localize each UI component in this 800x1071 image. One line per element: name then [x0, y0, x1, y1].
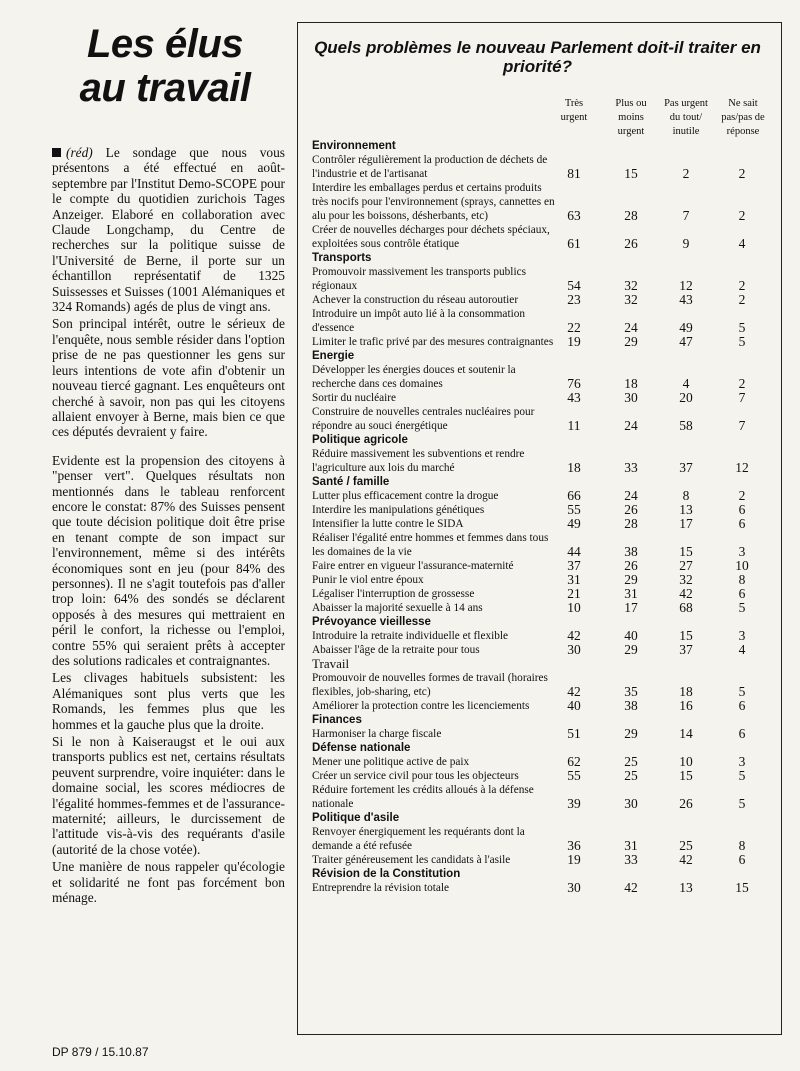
table-row: [312, 629, 772, 643]
row-value: 58: [679, 418, 693, 433]
row-value: 5: [738, 334, 746, 349]
row-value: 2: [682, 166, 690, 181]
row-value: 61: [567, 236, 581, 251]
table-row: [312, 153, 772, 181]
row-value: 29: [624, 642, 638, 657]
row-value: 42: [567, 628, 581, 643]
row-value: 4: [682, 376, 690, 391]
row-value: 19: [567, 334, 581, 349]
row-value: 2: [738, 208, 746, 223]
row-label: Créer un service civil pour tous les objecteurs: [312, 770, 519, 782]
row-value: 37: [567, 558, 581, 573]
row-value: 24: [624, 488, 638, 503]
row-value: 42: [679, 586, 693, 601]
table-row: [312, 335, 772, 349]
table-row: [312, 755, 772, 769]
row-label: Améliorer la protection contre les licenciements: [312, 700, 530, 712]
row-value: 9: [682, 236, 690, 251]
column-header-tres-urgent: Très urgent: [560, 98, 588, 123]
table-section-heading: Transports: [312, 252, 372, 264]
row-label: Harmoniser la charge fiscale: [312, 728, 442, 740]
row-label: Punir le viol entre époux: [312, 574, 424, 586]
row-value: 10: [735, 558, 749, 573]
table-section-heading: Défense nationale: [312, 742, 411, 754]
table-row: [312, 489, 772, 503]
row-value: 4: [738, 236, 746, 251]
headline-line-2: au travail: [79, 66, 251, 110]
row-value: 25: [624, 768, 638, 783]
row-value: 13: [679, 502, 693, 517]
table-section-heading: Santé / famille: [312, 476, 390, 488]
row-value: 32: [624, 292, 638, 307]
issue-footer: DP 879 / 15.10.87: [52, 1045, 149, 1059]
table-row: [312, 293, 772, 307]
row-value: 2: [738, 166, 746, 181]
column-header-pas-urgent: Pas urgent du tout/ inutile: [664, 98, 708, 137]
table-row: [312, 447, 772, 475]
survey-table-rows: [312, 139, 772, 895]
row-value: 25: [624, 754, 638, 769]
row-value: 16: [679, 698, 693, 713]
row-value: 17: [679, 516, 693, 531]
row-value: 17: [624, 600, 638, 615]
row-value: 7: [738, 418, 746, 433]
table-section-heading: Travail: [312, 656, 350, 671]
table-row: [312, 391, 772, 405]
row-label: Abaisser l'âge de la retraite pour tous: [312, 644, 480, 656]
row-value: 54: [567, 278, 581, 293]
row-value: 32: [679, 572, 693, 587]
row-value: 38: [624, 544, 638, 559]
row-value: 31: [624, 586, 638, 601]
row-value: 4: [738, 642, 746, 657]
row-value: 47: [679, 334, 693, 349]
row-value: 5: [738, 684, 746, 699]
table-row: [312, 559, 772, 573]
article-paragraph-1-text: Le sondage que nous vous présentons a été effectué en août-septembre par l'Institut Demo-SCOPE pour le compte du quotidien zurichois Tages Anzeiger. Elaboré en collaboration avec Claude Longchamp, du Centre de recherches sur la politique suisse de l'Université de Berne, il porte sur un échantillon représentatif de 1325 Suissesses et Suisses (1001 Alémaniques et 324 Romands) agés de plus de vingt ans.: [52, 145, 285, 315]
row-value: 3: [738, 628, 746, 643]
row-value: 51: [567, 726, 581, 741]
row-value: 43: [679, 292, 693, 307]
row-value: 63: [567, 208, 581, 223]
article-paragraph-4: Les clivages habituels subsistent: les Alémaniques sont plus verts que les Romands, les femmes plus que les hommes et la gauche plus que la droite.: [52, 670, 285, 732]
headline-line-1: Les élus: [86, 22, 244, 66]
article-paragraph-2: Son principal intérêt, outre le sérieux de l'enquête, nous semble résider dans l'option prise de ne pas questionner les gens sur leurs intentions de vote afin d'obtenir un nouveau tiercé gagnant. Les enquêteurs ont cherché à savoir, non pas qui les citoyens allaient envoyer à Berne, mais bien ce que ces députés devraient y faire.: [52, 316, 285, 440]
row-value: 19: [567, 852, 581, 867]
row-value: 29: [624, 726, 638, 741]
headline: [40, 22, 290, 110]
table-row: [312, 223, 772, 251]
row-label: Introduire la retraite individuelle et flexible: [312, 630, 509, 642]
row-value: 18: [679, 684, 693, 699]
row-value: 42: [679, 852, 693, 867]
row-value: 8: [738, 572, 746, 587]
column-header-plus-ou-moins: Plus ou moins urgent: [615, 98, 647, 137]
row-label: Réduire massivement les subventions et rendre l'agriculture aux lois du marché: [312, 448, 525, 474]
row-value: 10: [679, 754, 693, 769]
row-value: 30: [624, 390, 638, 405]
table-section-heading: Politique d'asile: [312, 812, 400, 824]
row-value: 13: [679, 880, 693, 895]
article-paragraph-6: Une manière de nous rappeler qu'écologie et solidarité ne font pas forcément bon ménage.: [52, 859, 285, 906]
row-value: 8: [682, 488, 690, 503]
table-row: [312, 643, 772, 657]
article-paragraph-5: Si le non à Kaiseraugst et le oui aux transports publics est net, certains résultats peuvent surprendre, voire inquiéter: dans le domaine social, les scores médiocres de l'égalité hommes-femmes et de l'assurance-maternité; ailleurs, le durcissement de l'attitude vis-à-vis des requérants d'asile (autorité de la chose votée).: [52, 734, 285, 857]
table-row: [312, 531, 772, 559]
row-value: 40: [567, 698, 581, 713]
row-value: 24: [624, 418, 638, 433]
row-label: Interdire les manipulations génétiques: [312, 504, 485, 516]
row-value: 27: [679, 558, 693, 573]
table-row: [312, 783, 772, 811]
table-row: [312, 363, 772, 391]
row-value: 39: [567, 796, 581, 811]
article-body: [52, 145, 285, 906]
table-row: [312, 881, 772, 895]
row-value: 5: [738, 320, 746, 335]
row-label: Promouvoir de nouvelles formes de travail (horaires flexibles, job-sharing, etc): [312, 672, 548, 698]
row-label: Construire de nouvelles centrales nucléaires pour répondre au souci énergétique: [312, 406, 535, 432]
row-value: 6: [738, 852, 746, 867]
row-value: 5: [738, 600, 746, 615]
row-value: 25: [679, 838, 693, 853]
row-label: Légaliser l'interruption de grossesse: [312, 588, 475, 600]
table-row: [312, 503, 772, 517]
row-label: Contrôler régulièrement la production de déchets de l'industrie et de l'artisanat: [312, 154, 548, 180]
row-value: 26: [624, 502, 638, 517]
column-header-ne-sait-pas: Ne sait pas/pas de réponse: [721, 98, 765, 137]
article-paragraph-3: Evidente est la propension des citoyens à "penser vert". Quelques résultats non mentionnés dans le tableau renforcent encore le constat: 87% des Suisses pensent que toute décision politique doit être prise en tenant compte de son impact sur l'environnement, même si des intérêts économiques sont en jeu (pour 84% des personnes). Il ne s'agit toutefois pas d'aller trop loin: 64% des sondés se déclarent opposés à des mesures qui mettraient en péril le confort, la richesse ou l'emploi, contre 55% qui seraient prêts à accepter des solutions radicales et contraignantes.: [52, 452, 285, 668]
row-value: 6: [738, 586, 746, 601]
row-value: 30: [567, 642, 581, 657]
row-label: Traiter généreusement les candidats à l'asile: [312, 854, 511, 866]
table-row: [312, 587, 772, 601]
row-label: Mener une politique active de paix: [312, 756, 470, 768]
row-value: 26: [624, 558, 638, 573]
row-value: 2: [738, 488, 746, 503]
row-value: 10: [567, 600, 581, 615]
row-value: 37: [679, 460, 693, 475]
table-row: [312, 769, 772, 783]
row-label: Limiter le trafic privé par des mesures contraignantes: [312, 336, 554, 348]
row-value: 24: [624, 320, 638, 335]
table-row: [312, 699, 772, 713]
row-label: Créer de nouvelles décharges pour déchets spéciaux, exploitées sous contrôle étatique: [312, 224, 550, 250]
row-value: 8: [738, 838, 746, 853]
row-value: 26: [679, 796, 693, 811]
row-value: 33: [624, 852, 638, 867]
row-value: 6: [738, 502, 746, 517]
row-value: 2: [738, 278, 746, 293]
row-label: Réduire fortement les crédits alloués à la défense nationale: [312, 784, 534, 810]
row-value: 5: [738, 768, 746, 783]
table-row: [312, 825, 772, 853]
row-value: 26: [624, 236, 638, 251]
row-value: 76: [567, 376, 581, 391]
row-value: 3: [738, 544, 746, 559]
row-value: 44: [567, 544, 581, 559]
row-value: 33: [624, 460, 638, 475]
row-value: 30: [624, 796, 638, 811]
row-value: 18: [567, 460, 581, 475]
row-value: 68: [679, 600, 693, 615]
row-value: 2: [738, 376, 746, 391]
table-row: [312, 517, 772, 531]
article-tag: (réd): [66, 145, 93, 160]
row-value: 6: [738, 698, 746, 713]
row-value: 28: [624, 516, 638, 531]
row-value: 23: [567, 292, 581, 307]
table-row: [312, 405, 772, 433]
row-value: 49: [679, 320, 693, 335]
survey-title: Quels problèmes le nouveau Parlement doit-il traiter en priorité?: [314, 38, 761, 76]
row-label: Interdire les emballages perdus et certains produits très nocifs pour l'environnement (sprays, cannettes en alu pour les boissons, désherbants, etc): [312, 182, 555, 222]
row-value: 37: [679, 642, 693, 657]
table-row: [312, 265, 772, 293]
row-value: 55: [567, 768, 581, 783]
row-value: 42: [567, 684, 581, 699]
bullet-square-icon: [52, 148, 61, 157]
row-value: 2: [738, 292, 746, 307]
row-label: Renvoyer énergiquement les requérants dont la demande a été refusée: [312, 826, 525, 852]
row-label: Lutter plus efficacement contre la drogue: [312, 490, 499, 502]
row-value: 15: [679, 544, 693, 559]
row-label: Promouvoir massivement les transports publics régionaux: [312, 266, 526, 292]
row-value: 14: [679, 726, 693, 741]
row-value: 22: [567, 320, 581, 335]
row-label: Achever la construction du réseau autoroutier: [312, 294, 519, 306]
row-value: 18: [624, 376, 638, 391]
table-row: [312, 671, 772, 699]
article-paragraph-1: [52, 145, 285, 314]
table-section-heading: Prévoyance vieillesse: [312, 616, 431, 628]
row-value: 31: [567, 572, 581, 587]
row-value: 28: [624, 208, 638, 223]
row-value: 55: [567, 502, 581, 517]
row-label: Intensifier la lutte contre le SIDA: [312, 518, 464, 530]
row-value: 6: [738, 516, 746, 531]
row-value: 15: [735, 880, 749, 895]
row-label: Réaliser l'égalité entre hommes et femmes dans tous les domaines de la vie: [312, 532, 549, 558]
row-value: 35: [624, 684, 638, 699]
table-row: [312, 601, 772, 615]
row-value: 42: [624, 880, 638, 895]
row-label: Introduire un impôt auto lié à la consommation d'essence: [312, 308, 526, 334]
row-value: 49: [567, 516, 581, 531]
row-value: 15: [679, 768, 693, 783]
row-value: 29: [624, 572, 638, 587]
row-value: 15: [624, 166, 638, 181]
row-label: Développer les énergies douces et soutenir la recherche dans ces domaines: [312, 364, 516, 390]
table-row: [312, 853, 772, 867]
table-row: [312, 573, 772, 587]
row-value: 11: [567, 418, 581, 433]
row-value: 12: [679, 278, 693, 293]
row-value: 21: [567, 586, 581, 601]
table-section-heading: Politique agricole: [312, 434, 408, 446]
row-label: Faire entrer en vigueur l'assurance-maternité: [312, 560, 514, 572]
row-value: 7: [738, 390, 746, 405]
table-section-heading: Révision de la Constitution: [312, 868, 461, 880]
table-section-heading: Finances: [312, 714, 362, 726]
row-value: 29: [624, 334, 638, 349]
row-value: 81: [567, 166, 581, 181]
row-value: 7: [682, 208, 690, 223]
row-value: 66: [567, 488, 581, 503]
row-value: 62: [567, 754, 581, 769]
row-value: 5: [738, 796, 746, 811]
row-value: 6: [738, 726, 746, 741]
row-value: 30: [567, 880, 581, 895]
table-section-heading: Energie: [312, 350, 355, 362]
table-section-heading: Environnement: [312, 140, 396, 152]
row-value: 40: [624, 628, 638, 643]
row-value: 38: [624, 698, 638, 713]
row-value: 43: [567, 390, 581, 405]
row-label: Sortir du nucléaire: [312, 392, 397, 404]
row-value: 3: [738, 754, 746, 769]
table-row: [312, 727, 772, 741]
row-value: 32: [624, 278, 638, 293]
row-value: 12: [735, 460, 749, 475]
row-value: 15: [679, 628, 693, 643]
row-value: 31: [624, 838, 638, 853]
row-label: Abaisser la majorité sexuelle à 14 ans: [312, 602, 483, 614]
row-label: Entreprendre la révision totale: [312, 882, 450, 894]
row-value: 20: [679, 390, 693, 405]
table-row: [312, 307, 772, 335]
row-value: 36: [567, 838, 581, 853]
table-row: [312, 181, 772, 223]
